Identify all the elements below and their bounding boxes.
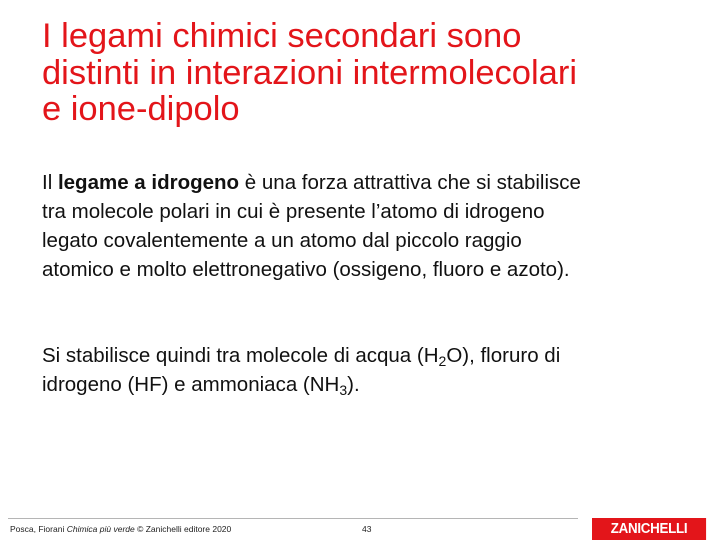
paragraph-line: legato covalentemente a un atomo dal piccolo raggio xyxy=(42,229,522,252)
subscript: 3 xyxy=(339,382,348,398)
paragraph-line xyxy=(42,370,702,399)
paragraph-line xyxy=(42,341,702,370)
text-run: è una forza attrattiva che si stabilisce xyxy=(239,171,581,194)
subscript: 2 xyxy=(438,353,447,369)
footer-credit xyxy=(10,524,231,534)
bold-term: legame a idrogeno xyxy=(57,171,240,194)
paragraph-examples xyxy=(42,341,702,399)
paragraph-hydrogen-bond xyxy=(42,168,702,284)
credit-publisher: © Zanichelli editore 2020 xyxy=(134,524,232,534)
paragraph-line: tra molecole polari in cui è presente l’atomo di idrogeno xyxy=(42,200,545,223)
text-run: idrogeno (HF) e ammoniaca (NH xyxy=(42,373,340,396)
title-line-2: distinti in interazioni intermolecolari xyxy=(42,53,577,92)
text-run: O), floruro di xyxy=(446,344,561,367)
text-run: ). xyxy=(347,373,360,396)
title-line-1: I legami chimici secondari sono xyxy=(42,17,522,55)
credit-authors: Posca, Fiorani xyxy=(10,524,67,534)
text-run: Si stabilisce quindi tra molecole di acqua (H xyxy=(42,344,439,367)
paragraph-line: atomico e molto elettronegativo (ossigeno, fluoro e azoto). xyxy=(42,258,570,281)
slide-title xyxy=(42,18,692,128)
credit-book-title: Chimica più verde xyxy=(66,524,135,534)
footer-divider xyxy=(8,518,578,519)
page-number: 43 xyxy=(362,524,372,534)
title-line-3: e ione-dipolo xyxy=(42,90,240,128)
text-run: Il xyxy=(42,171,58,194)
publisher-logo: ZANICHELLI xyxy=(592,518,706,540)
paragraph-line xyxy=(42,168,702,197)
